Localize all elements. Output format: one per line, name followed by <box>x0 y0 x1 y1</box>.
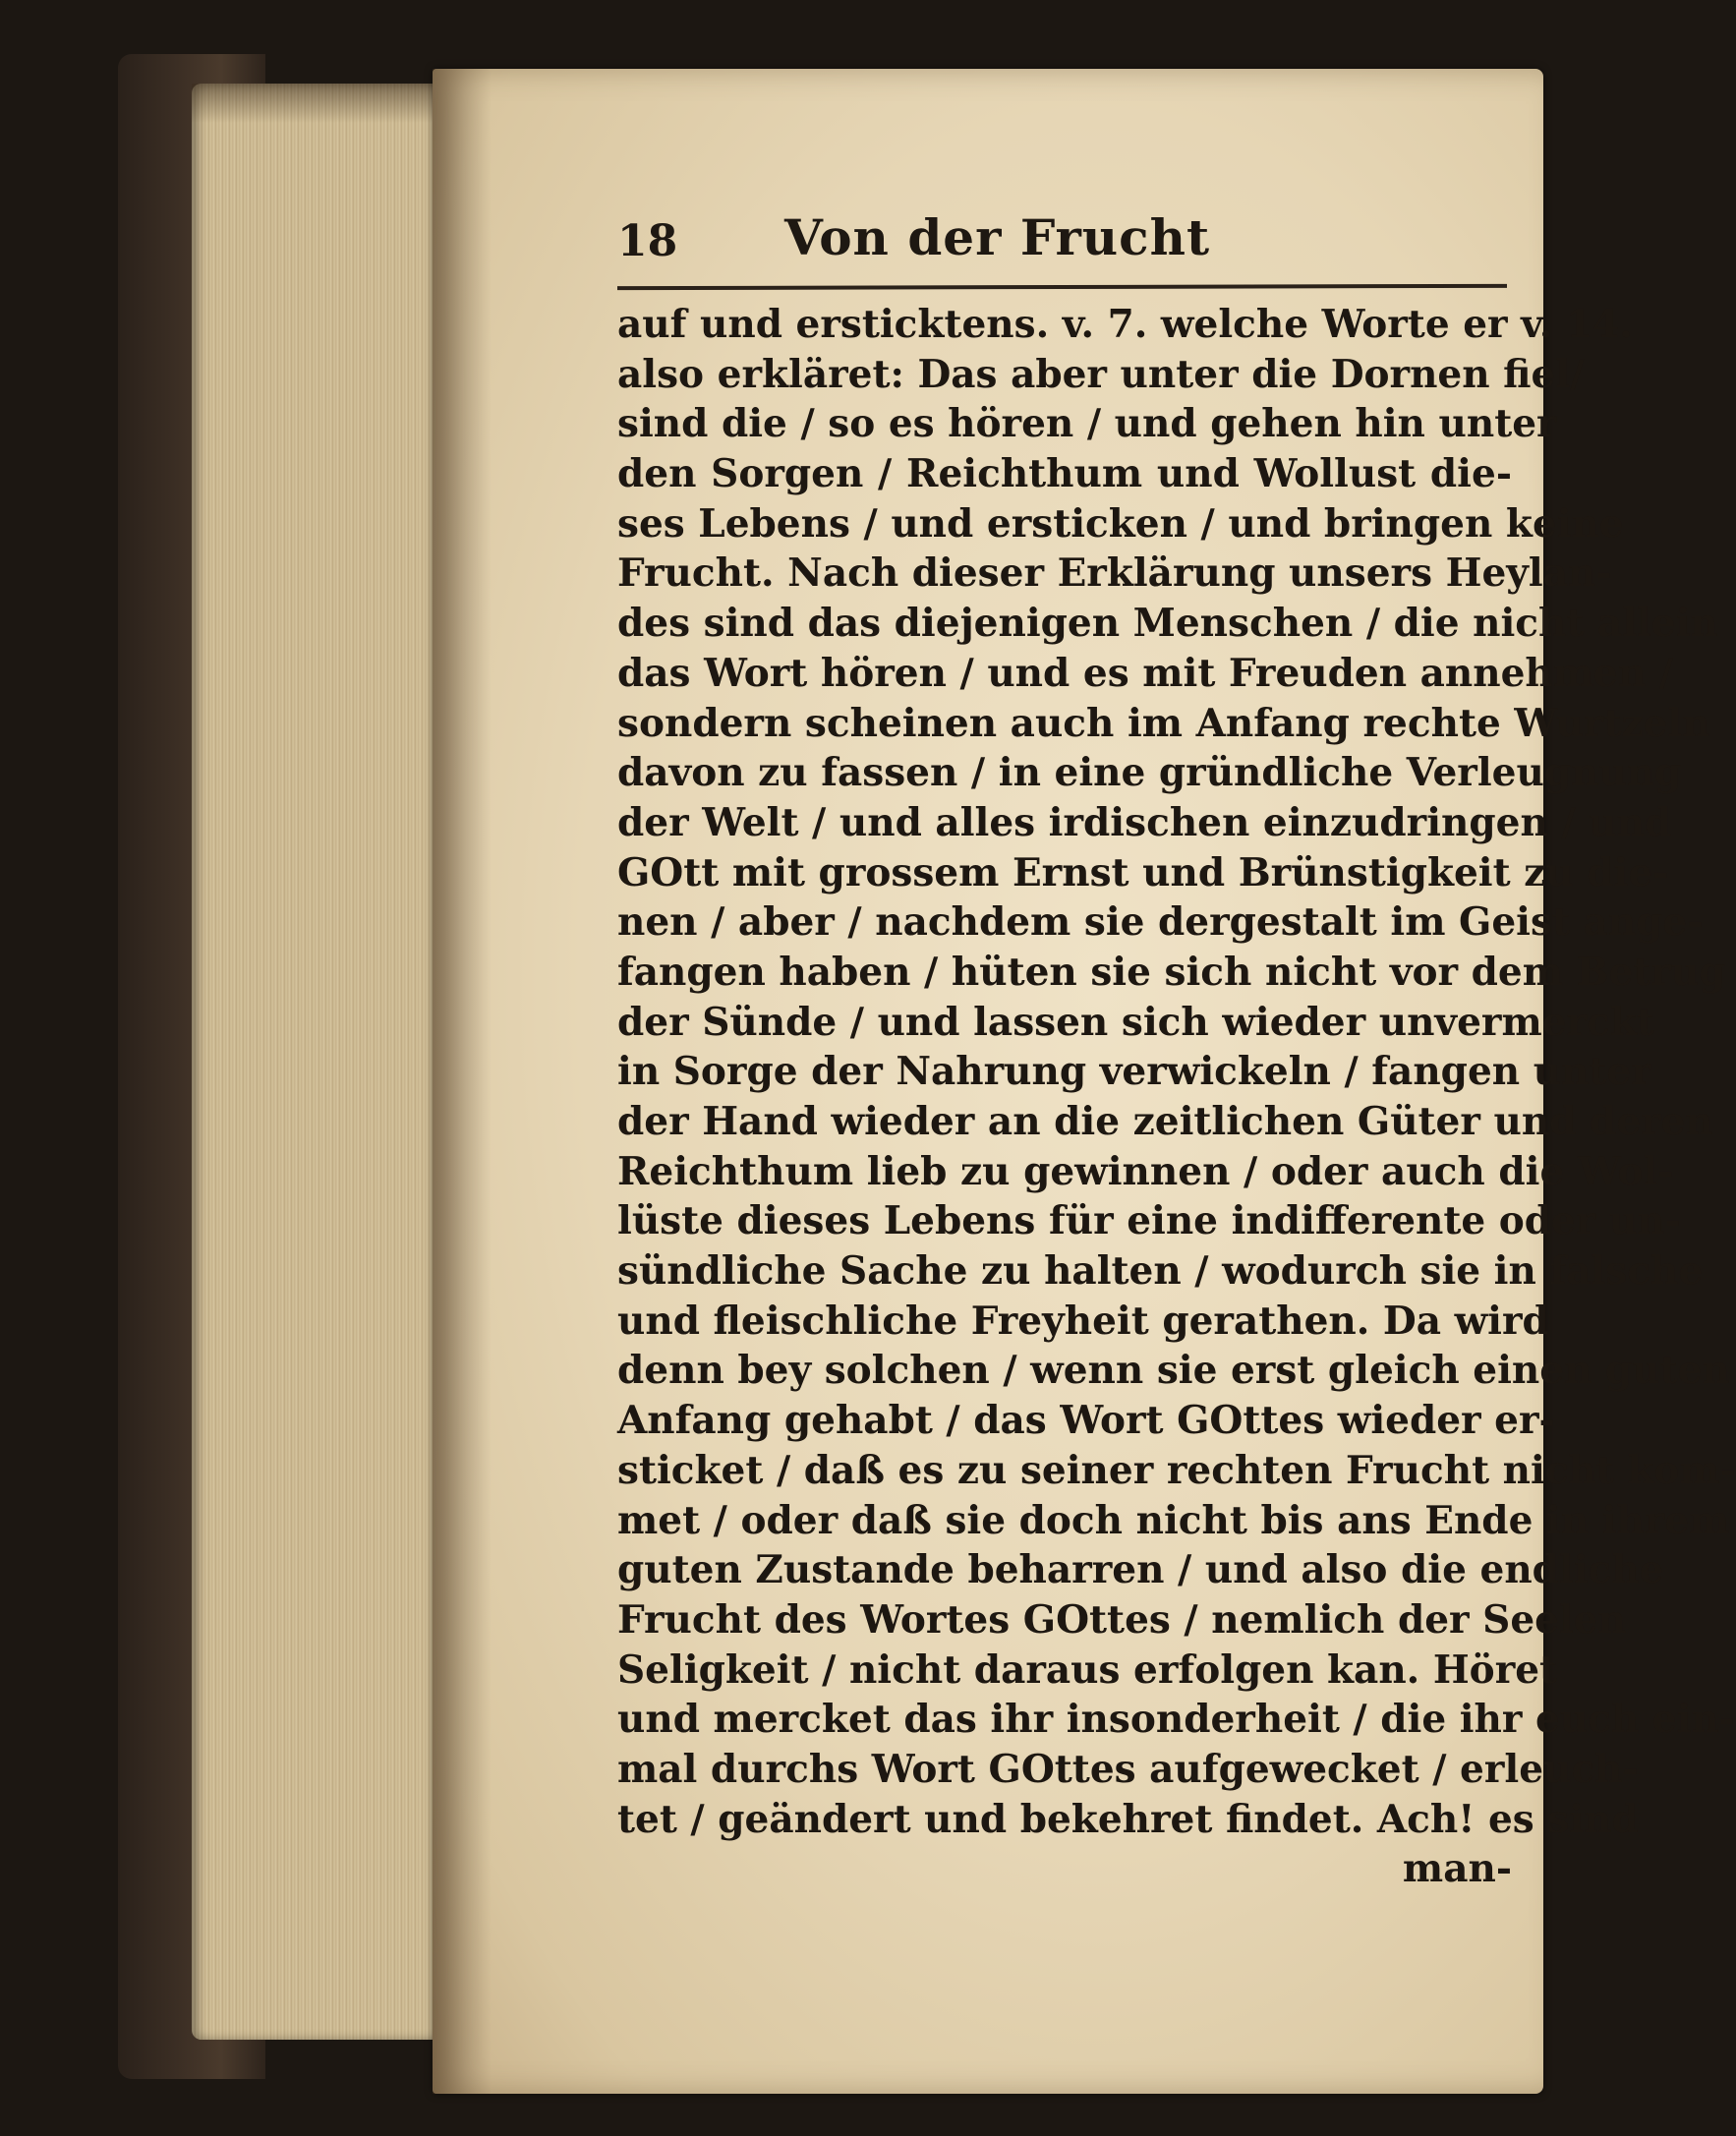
catchword: man- <box>1402 1846 1512 1892</box>
text-line: sondern scheinen auch im Anfang rechte Wurtzeln <box>617 700 1710 746</box>
text-line: der Hand wieder an die zeitlichen Güter und deren <box>617 1099 1713 1144</box>
text-line: sündliche Sache zu halten / wodurch sie in falsche <box>617 1248 1704 1295</box>
text-line: Anfang gehabt / das Wort GOttes wieder er- <box>617 1398 1555 1444</box>
text-line: guten Zustande beharren / und also die endliche <box>617 1547 1664 1593</box>
text-line: das Wort hören / und es mit Freuden annehmen / <box>617 650 1674 696</box>
text-line: mal durchs Wort GOttes aufgewecket / erleuch- <box>617 1746 1639 1792</box>
page-edges <box>192 84 457 2040</box>
text-line: sticket / daß es zu seiner rechten Frucht nicht kom- <box>617 1447 1736 1493</box>
text-line: met / oder daß sie doch nicht bis ans Ende in ihrem <box>617 1497 1730 1543</box>
text-line: des sind das diejenigen Menschen / die nicht allein <box>617 601 1718 647</box>
text-line: auf und ersticktens. v. 7. welche Worte er v. 14. <box>617 302 1633 347</box>
text-line: ses Lebens / und ersticken / und bringen keine <box>617 500 1624 547</box>
page-number: 18 <box>617 216 678 266</box>
text-line: sind die / so es hören / und gehen hin unter <box>617 401 1557 447</box>
text-line: Frucht. Nach dieser Erklärung unsers Heylan- <box>617 550 1612 597</box>
text-line: fangen haben / hüten sie sich nicht vor dem Betrug <box>617 949 1726 995</box>
text-line: tet / geändert und bekehret findet. Ach! es sind <box>617 1796 1639 1842</box>
text-line: also erkläret: Das aber unter die Dornen fiel/ <box>617 351 1585 397</box>
text-line: lüste dieses Lebens für eine indifferente oder un- <box>617 1198 1681 1244</box>
text-line: davon zu fassen / in eine gründliche Verleugnung <box>617 750 1682 796</box>
text-line: GOtt mit grossem Ernst und Brünstigkeit zu die- <box>617 849 1669 895</box>
text-line: denn bey solchen / wenn sie erst gleich einen guten <box>617 1348 1730 1394</box>
text-line: Seligkeit / nicht daraus erfolgen kan. Höret <box>617 1646 1558 1693</box>
text-line: der Welt / und alles irdischen einzudringen / und <box>617 799 1672 845</box>
page-header <box>617 208 1502 277</box>
text-line: den Sorgen / Reichthum und Wollust die- <box>617 451 1512 497</box>
text-line: der Sünde / und lassen sich wieder unvermerckt <box>617 999 1654 1045</box>
text-line: in Sorge der Nahrung verwickeln / fangen unter <box>617 1049 1651 1095</box>
text-line: nen / aber / nachdem sie dergestalt im Geist ange- <box>617 899 1704 946</box>
text-line: Frucht des Wortes GOttes / nemlich der Seelen <box>617 1596 1626 1643</box>
text-line: und fleischliche Freyheit gerathen. Da wird <box>617 1298 1549 1344</box>
text-line: Reichthum lieb zu gewinnen / oder auch die Wol- <box>617 1148 1674 1194</box>
running-head: Von der Frucht <box>784 208 1211 266</box>
text-line: und mercket das ihr insonderheit / die ihr euch ein- <box>617 1697 1736 1743</box>
body-text <box>617 300 1736 1894</box>
